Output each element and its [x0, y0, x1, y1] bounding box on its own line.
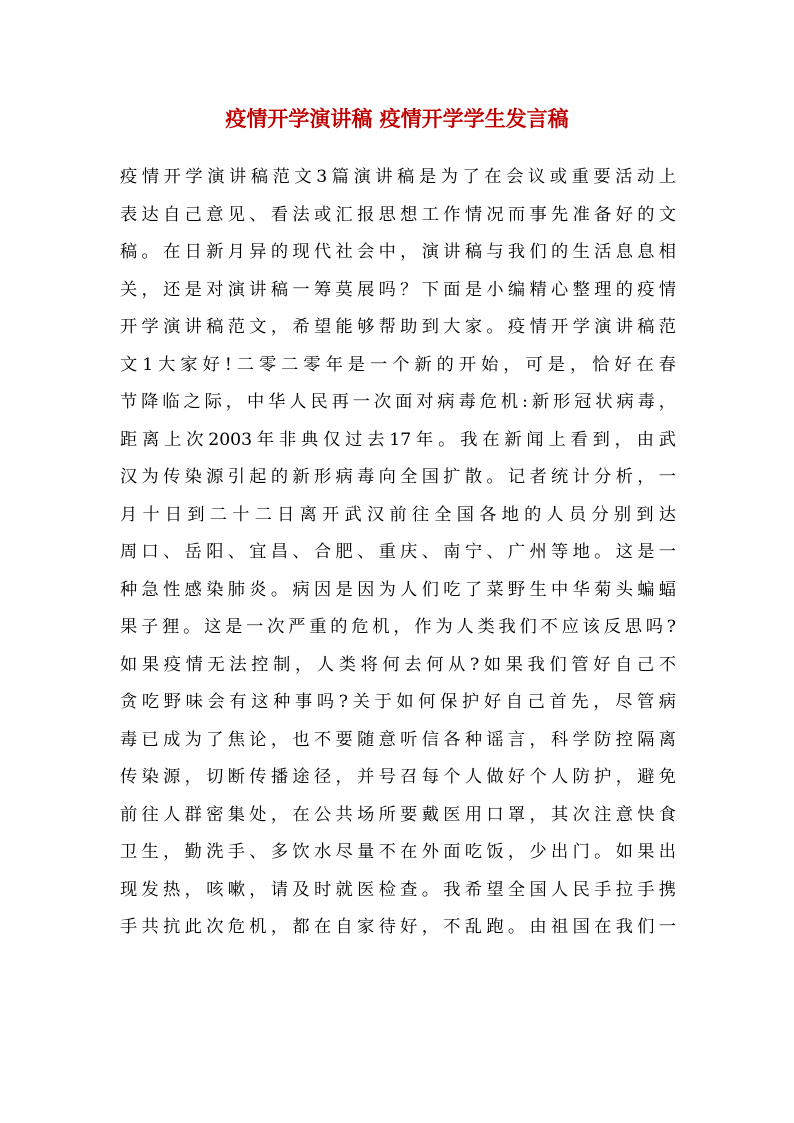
body-line: 稿。在日新月异的现代社会中，演讲稿与我们的生活息息相 [120, 242, 676, 262]
body-line: 贪吃野味会有这种事吗?关于如何保护好自己首先，尽管病 [120, 692, 676, 712]
body-line: 周口、岳阳、宜昌、合肥、重庆、南宁、广州等地。这是一 [120, 542, 676, 562]
body-line: 关，还是对演讲稿一筹莫展吗？下面是小编精心整理的疫情 [120, 279, 676, 300]
document-title: 疫情开学演讲稿 疫情开学学生发言稿 [225, 106, 569, 131]
body-line: 疫情开学演讲稿范文3篇演讲稿是为了在会议或重要活动上 [120, 167, 676, 187]
body-line: 手共抗此次危机，都在自家待好，不乱跑。由祖国在我们一 [120, 917, 676, 937]
body-line: 果子狸。这是一次严重的危机，作为人类我们不应该反思吗? [120, 617, 676, 637]
body-line: 文1大家好!二零二零年是一个新的开始，可是，恰好在春 [120, 354, 676, 375]
document-body [120, 159, 676, 947]
body-line: 毒已成为了焦论，也不要随意听信各种谣言，科学防控隔离 [120, 729, 676, 750]
body-line: 月十日到二十二日离开武汉前往全国各地的人员分别到达 [120, 504, 676, 525]
body-line: 卫生，勤洗手、多饮水尽量不在外面吃饭，少出门。如果出 [120, 842, 676, 862]
body-line: 节降临之际，中华人民再一次面对病毒危机:新形冠状病毒， [120, 392, 676, 412]
body-line: 开学演讲稿范文，希望能够帮助到大家。疫情开学演讲稿范 [120, 317, 676, 337]
body-line: 如果疫情无法控制，人类将何去何从?如果我们管好自己不 [120, 654, 676, 675]
body-line: 传染源，切断传播途径，并号召每个人做好个人防护，避免 [120, 767, 676, 787]
body-line: 汉为传染源引起的新形病毒向全国扩散。记者统计分析，一 [120, 467, 676, 487]
body-line: 距离上次2003年非典仅过去17年。我在新闻上看到，由武 [120, 429, 676, 450]
body-line: 前往人群密集处，在公共场所要戴医用口罩，其次注意快食 [120, 804, 676, 825]
body-line: 表达自己意见、看法或汇报思想工作情况而事先准备好的文 [120, 204, 676, 225]
body-line: 现发热，咳嗽，请及时就医检查。我希望全国人民手拉手携 [120, 879, 676, 900]
body-line: 种急性感染肺炎。病因是因为人们吃了菜野生中华菊头蝙蝠 [120, 579, 676, 600]
